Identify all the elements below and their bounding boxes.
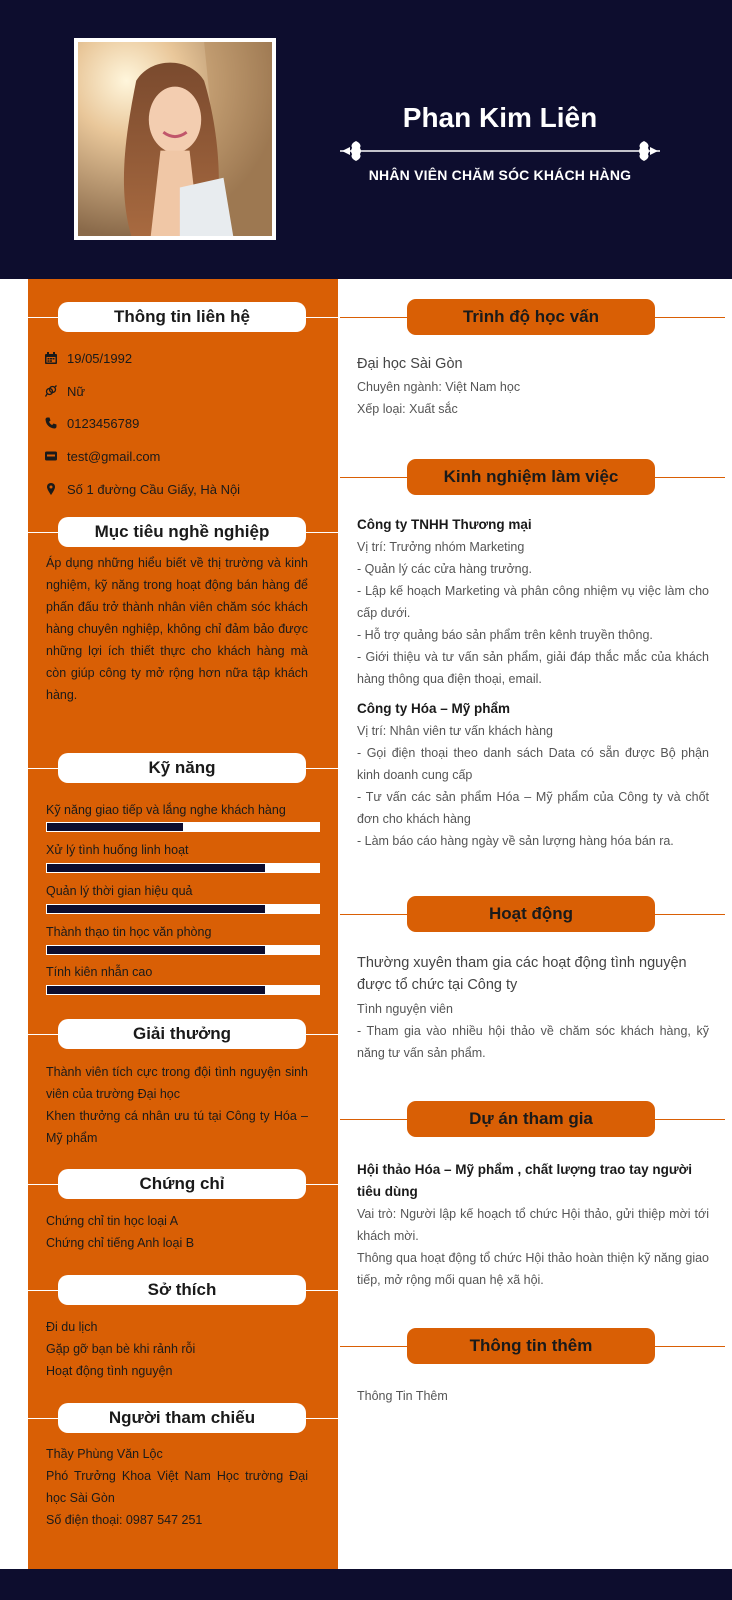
skill-bar <box>46 863 320 873</box>
skill-bar-fill <box>47 864 265 872</box>
project-role: Vai trò: Người lập kế hoạch tổ chức Hội thảo, gửi thiệp mời tới khách mời. <box>357 1207 709 1243</box>
certificates-heading: Chứng chỉ <box>58 1169 306 1199</box>
job-duty: - Tư vấn các sản phẩm Hóa – Mỹ phẩm của Công ty và chốt đơn cho khách hàng <box>357 790 709 826</box>
skill-label: Kỹ năng giao tiếp và lắng nghe khách hàng <box>46 803 286 817</box>
skill-label: Xử lý tình huống linh hoạt <box>46 843 189 857</box>
job-duty: - Gọi điện thoại theo danh sách Data có sẵn được Bộ phận kinh doanh cung cấp <box>357 746 709 782</box>
reference-position: Phó Trưởng Khoa Việt Nam Học trường Đại học Sài Gòn <box>46 1469 308 1505</box>
job-duty: - Quản lý các cửa hàng trưởng. <box>357 562 533 576</box>
hobby-item: Hoạt động tình nguyện <box>46 1364 173 1378</box>
birthday-text: 19/05/1992 <box>67 350 133 366</box>
reference-phone: Số điện thoại: 0987 547 251 <box>46 1513 203 1527</box>
contact-gender <box>45 381 85 401</box>
activity-role: Tình nguyện viên <box>357 1002 453 1016</box>
profile-photo <box>74 38 276 240</box>
location-icon <box>45 483 67 495</box>
certificate-item: Chứng chỉ tiếng Anh loại B <box>46 1236 195 1250</box>
skill-bar-fill <box>47 986 265 994</box>
email-icon <box>45 450 67 462</box>
address-text: Số 1 đường Cầu Giấy, Hà Nội <box>67 481 241 497</box>
awards-heading: Giải thưởng <box>58 1019 306 1049</box>
activity-title: Thường xuyên tham gia các hoạt động tình nguyện được tổ chức tại Công ty <box>357 955 687 993</box>
email-text[interactable]: test@gmail.com <box>67 448 161 464</box>
job-duty: - Hỗ trợ quảng báo sản phẩm trên kênh truyền thông. <box>357 628 653 642</box>
job-position: Vị trí: Trưởng nhóm Marketing <box>357 540 525 554</box>
project-title: Hội thảo Hóa – Mỹ phẩm , chất lượng trao tay người tiêu dùng <box>357 1162 693 1199</box>
hobby-item: Đi du lịch <box>46 1320 98 1334</box>
projects-heading: Dự án tham gia <box>407 1101 655 1137</box>
phone-icon <box>45 417 67 429</box>
education-school: Đại học Sài Gòn <box>357 356 463 372</box>
award-item: Khen thưởng cá nhân ưu tú tại Công ty Hóa – Mỹ phẩm <box>46 1109 308 1145</box>
extra-info-heading: Thông tin thêm <box>407 1328 655 1364</box>
job-duty: - Làm báo cáo hàng ngày về sản lượng hàng hóa bán ra. <box>357 834 674 848</box>
skill-bar-fill <box>47 946 265 954</box>
reference-name: Thầy Phùng Văn Lộc <box>46 1447 163 1461</box>
objective-text: Áp dụng những hiểu biết về thị trường và kinh nghiệm, kỹ năng trong hoạt động bán hàng để phấn đấu trở thành nhân viên chăm sóc khách hàng chuyên nghiệp, không chỉ đảm bảo được những lợi ích thiết thực cho khách hàng mà còn giúp công ty mở rộng hơn nữa tập khách hàng. <box>46 556 308 702</box>
job-duty: - Lập kế hoạch Marketing và phân công nhiệm vụ việc làm cho cấp dưới. <box>357 584 709 620</box>
job-position: Vị trí: Nhân viên tư vấn khách hàng <box>357 724 553 738</box>
activities-heading: Hoạt động <box>407 896 655 932</box>
extra-info-text: Thông Tin Thêm <box>357 1389 448 1403</box>
references-heading: Người tham chiếu <box>58 1403 306 1433</box>
contact-birthday <box>45 348 132 368</box>
skills-heading: Kỹ năng <box>58 753 306 783</box>
contact-address <box>45 479 240 499</box>
education-heading: Trình độ học vấn <box>407 299 655 335</box>
skill-bar <box>46 985 320 995</box>
project-desc: Thông qua hoạt động tổ chức Hội thảo hoàn thiện kỹ năng giao tiếp, mở rộng mối quan hệ xã hội. <box>357 1251 709 1287</box>
skill-bar <box>46 822 320 832</box>
certificate-item: Chứng chỉ tin học loại A <box>46 1214 179 1228</box>
skill-label: Tính kiên nhẫn cao <box>46 965 153 979</box>
objective-heading: Mục tiêu nghề nghiệp <box>58 517 306 547</box>
header-banner <box>0 0 732 279</box>
skill-bar <box>46 904 320 914</box>
activity-desc: - Tham gia vào nhiều hội thảo về chăm sóc khách hàng, kỹ năng tư vấn sản phẩm. <box>357 1024 709 1060</box>
divider-ornament-icon <box>340 138 660 164</box>
education-rank: Xếp loại: Xuất sắc <box>357 402 458 416</box>
job-company: Công ty Hóa – Mỹ phẩm <box>357 701 511 716</box>
skill-bar-fill <box>47 905 265 913</box>
job-company: Công ty TNHH Thương mại <box>357 517 532 532</box>
hobby-item: Gặp gỡ bạn bè khi rảnh rỗi <box>46 1342 196 1356</box>
education-major: Chuyên ngành: Việt Nam học <box>357 380 521 394</box>
gender-icon <box>45 385 67 397</box>
skill-bar <box>46 945 320 955</box>
skill-label: Quản lý thời gian hiệu quả <box>46 884 193 898</box>
gender-text: Nữ <box>67 383 86 399</box>
hobbies-heading: Sở thích <box>58 1275 306 1305</box>
skill-bar-fill <box>47 823 183 831</box>
skill-label: Thành thạo tin học văn phòng <box>46 925 212 939</box>
contact-heading: Thông tin liên hệ <box>58 302 306 332</box>
calendar-icon <box>45 352 67 364</box>
full-name: Phan Kim Liên <box>402 102 598 133</box>
award-item: Thành viên tích cực trong đội tình nguyện sinh viên của trường Đại học <box>46 1065 308 1101</box>
contact-email <box>45 446 160 466</box>
experience-heading: Kinh nghiệm làm việc <box>407 459 655 495</box>
footer-band <box>0 1569 732 1600</box>
contact-phone <box>45 413 139 433</box>
job-title: NHÂN VIÊN CHĂM SÓC KHÁCH HÀNG <box>368 167 632 183</box>
phone-text: 0123456789 <box>67 415 140 431</box>
job-duty: - Giới thiệu và tư vấn sản phẩm, giải đáp thắc mắc của khách hàng thông qua điện thoại, email. <box>357 650 709 686</box>
